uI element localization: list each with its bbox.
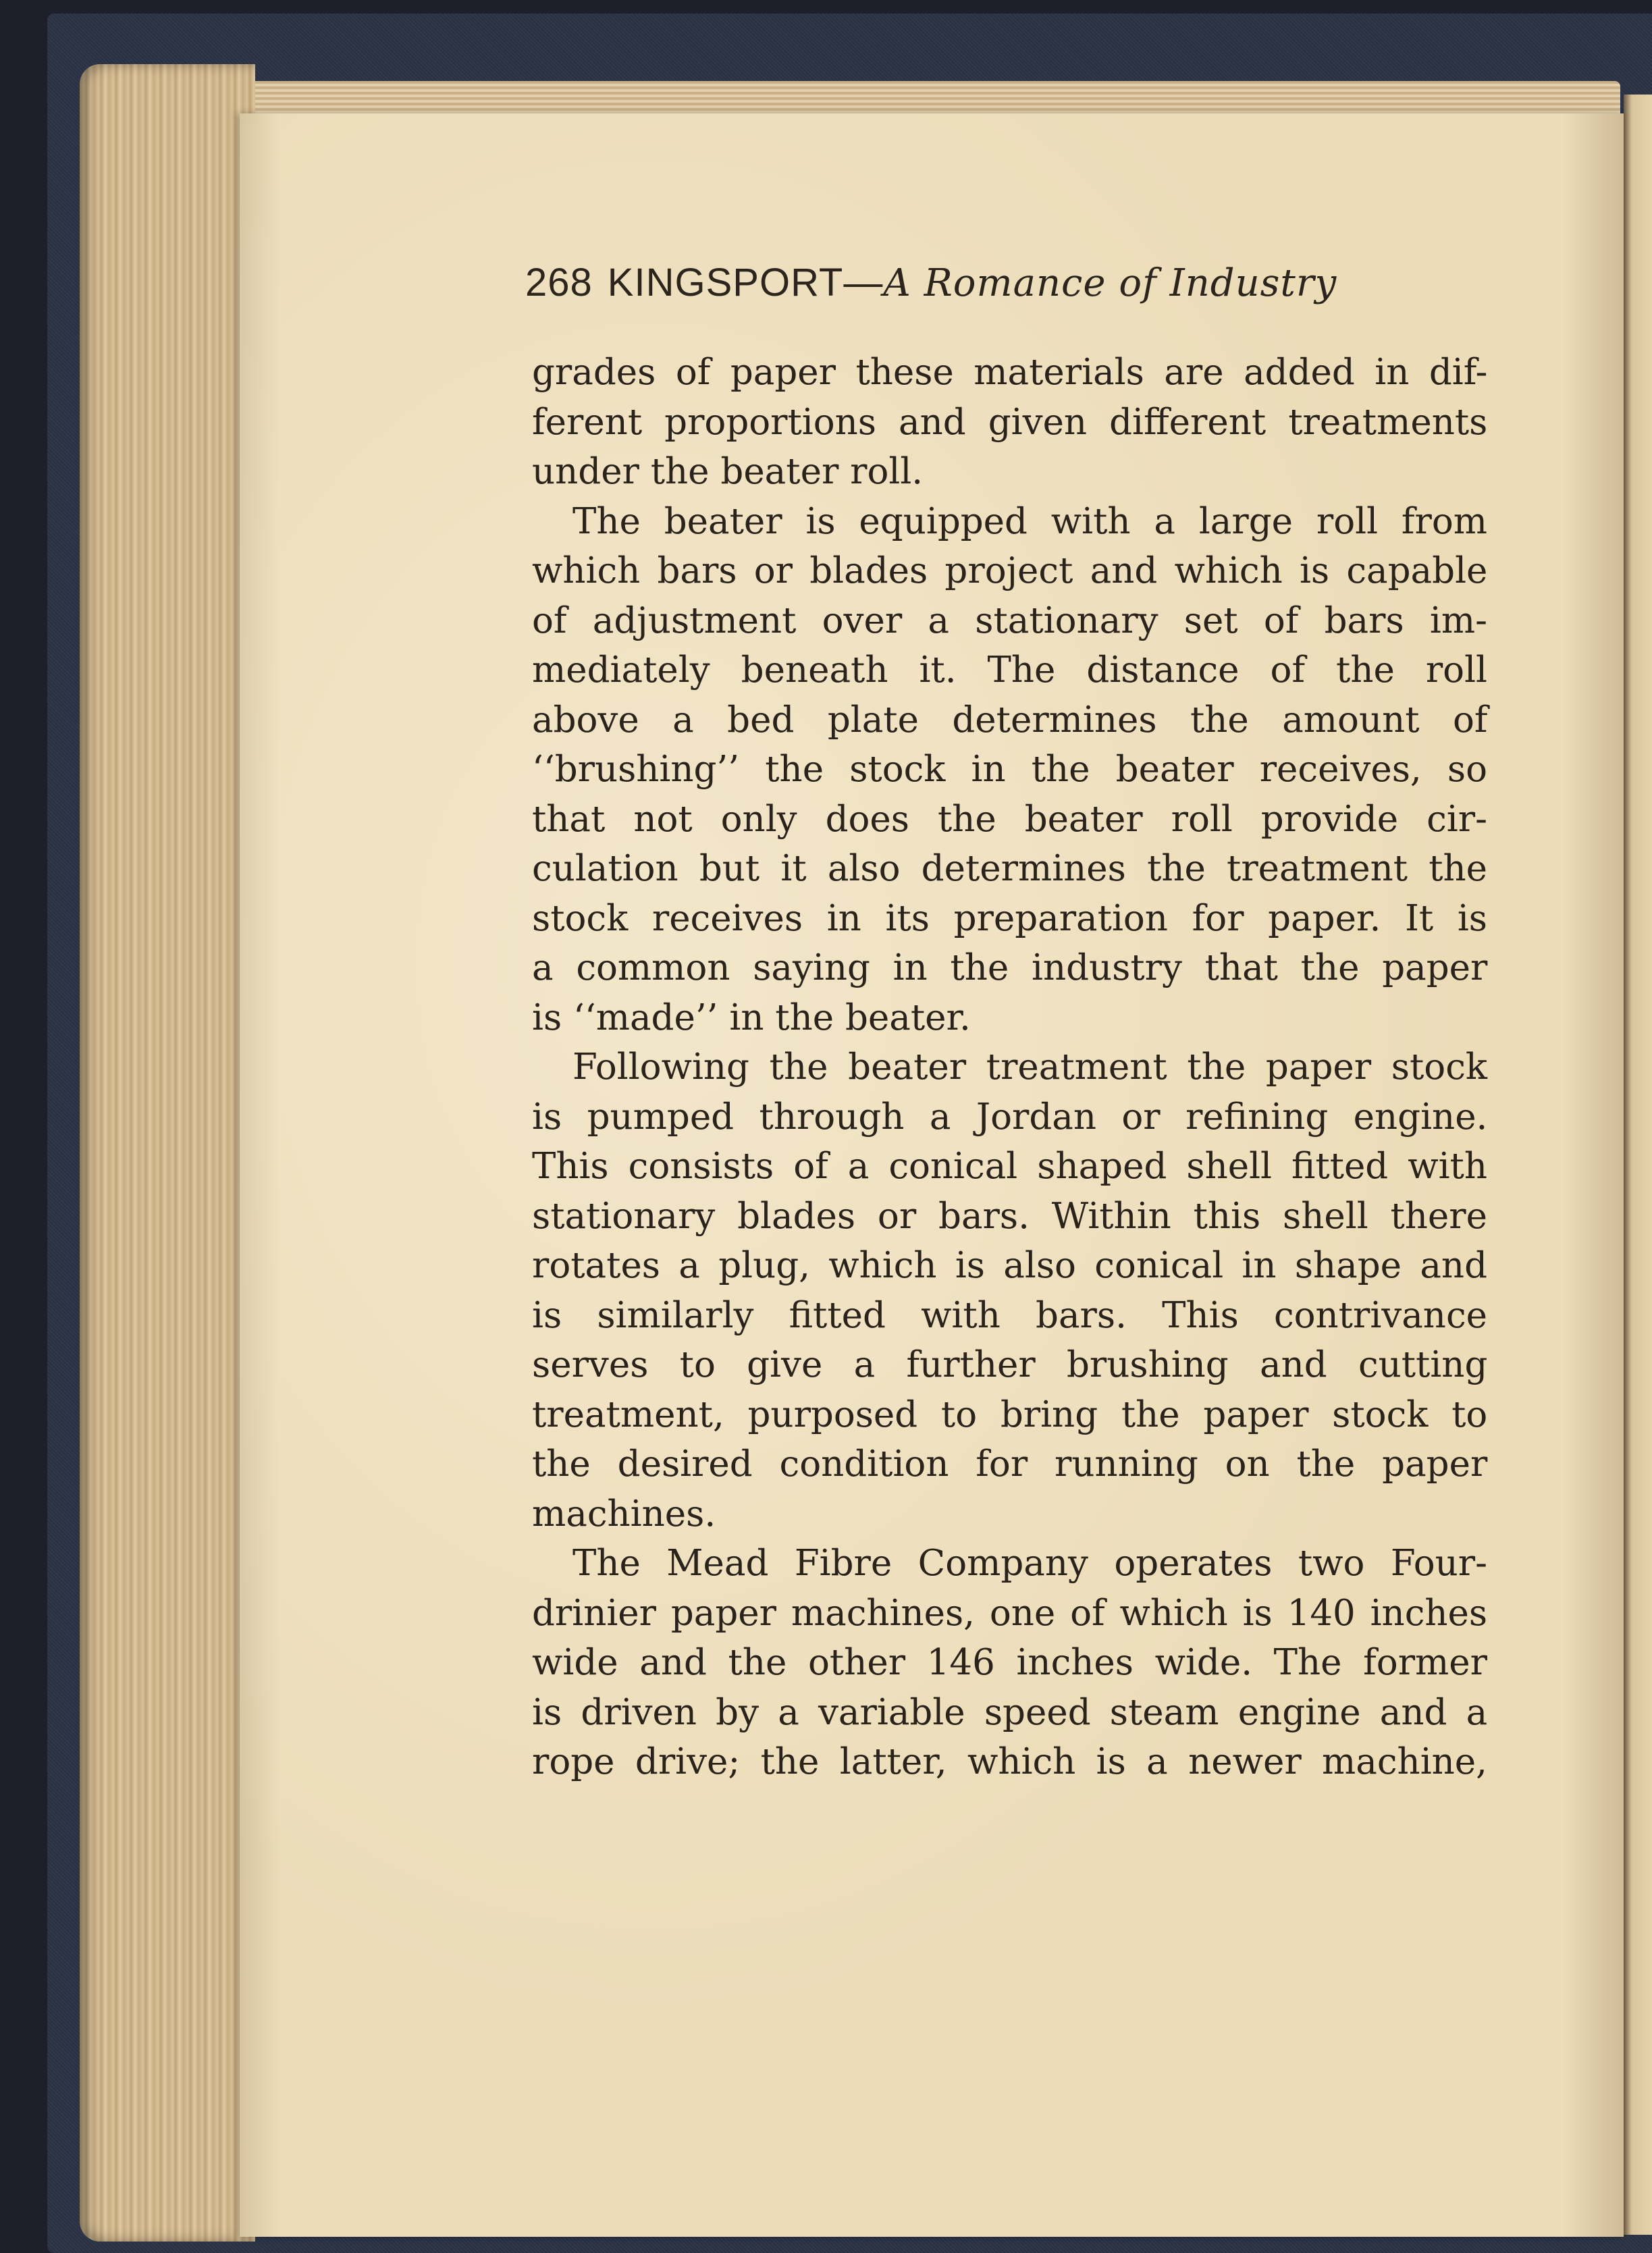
text-line: which bars or blades project and which is capable xyxy=(532,550,1488,591)
text-line: This consists of a conical shaped shell fitted with xyxy=(532,1146,1487,1187)
text-line: of adjustment over a stationary set of bars im- xyxy=(532,600,1487,641)
text-line: above a bed plate determines the amount of xyxy=(532,699,1488,741)
text-line: stock receives in its preparation for paper. It is xyxy=(532,897,1487,939)
text-line: is similarly fitted with bars. This contrivance xyxy=(532,1294,1487,1336)
text-line: The beater is equipped with a large roll from xyxy=(572,500,1487,542)
text-line: grades of paper these materials are added in dif- xyxy=(532,352,1488,393)
running-subtitle: A Romance of Industry xyxy=(883,261,1337,305)
text-line: culation but it also determines the treatment the xyxy=(532,848,1487,889)
text-line: wide and the other 146 inches wide. The former xyxy=(532,1642,1487,1683)
text-line: rotates a plug, which is also conical in shape and xyxy=(532,1245,1487,1286)
text-line: stationary blades or bars. Within this shell there xyxy=(532,1195,1488,1237)
text-line: a common saying in the industry that the paper xyxy=(532,947,1488,988)
text-line: is driven by a variable speed steam engine and a xyxy=(532,1691,1488,1733)
text-line: The Mead Fibre Company operates two Four- xyxy=(572,1543,1487,1584)
text-line: rope drive; the latter, which is a newer machine, xyxy=(532,1741,1487,1782)
text-line: serves to give a further brushing and cutting xyxy=(532,1344,1488,1385)
paragraph xyxy=(532,497,1487,1043)
text-line: ‘‘brushing’’ the stock in the beater receives, so xyxy=(532,749,1487,790)
body-text xyxy=(532,348,1487,1787)
text-line: treatment, purposed to bring the paper stock to xyxy=(532,1394,1488,1435)
text-line: machines. xyxy=(532,1493,716,1535)
text-line: that not only does the beater roll provide cir- xyxy=(532,798,1487,840)
page-number: 268 xyxy=(525,261,593,304)
text-line: is pumped through a Jordan or refining engine. xyxy=(532,1096,1488,1138)
page-fore-edge xyxy=(80,64,255,2242)
paragraph xyxy=(532,1042,1487,1539)
running-head xyxy=(525,260,1416,305)
text-line: the desired condition for running on the paper xyxy=(532,1443,1488,1485)
paragraph xyxy=(532,348,1487,497)
text-line: ferent proportions and given different treatments xyxy=(532,401,1488,443)
facing-page-edge xyxy=(1624,95,1652,2235)
text-line: mediately beneath it. The distance of the roll xyxy=(532,650,1487,691)
text-line: under the beater roll. xyxy=(532,451,924,492)
paragraph xyxy=(532,1539,1487,1787)
running-title: KINGSPORT— xyxy=(607,261,884,304)
text-line: Following the beater treatment the paper stock xyxy=(572,1046,1487,1088)
text-line: is ‘‘made’’ in the beater. xyxy=(532,997,971,1038)
text-line: drinier paper machines, one of which is 140 inches xyxy=(532,1592,1488,1634)
